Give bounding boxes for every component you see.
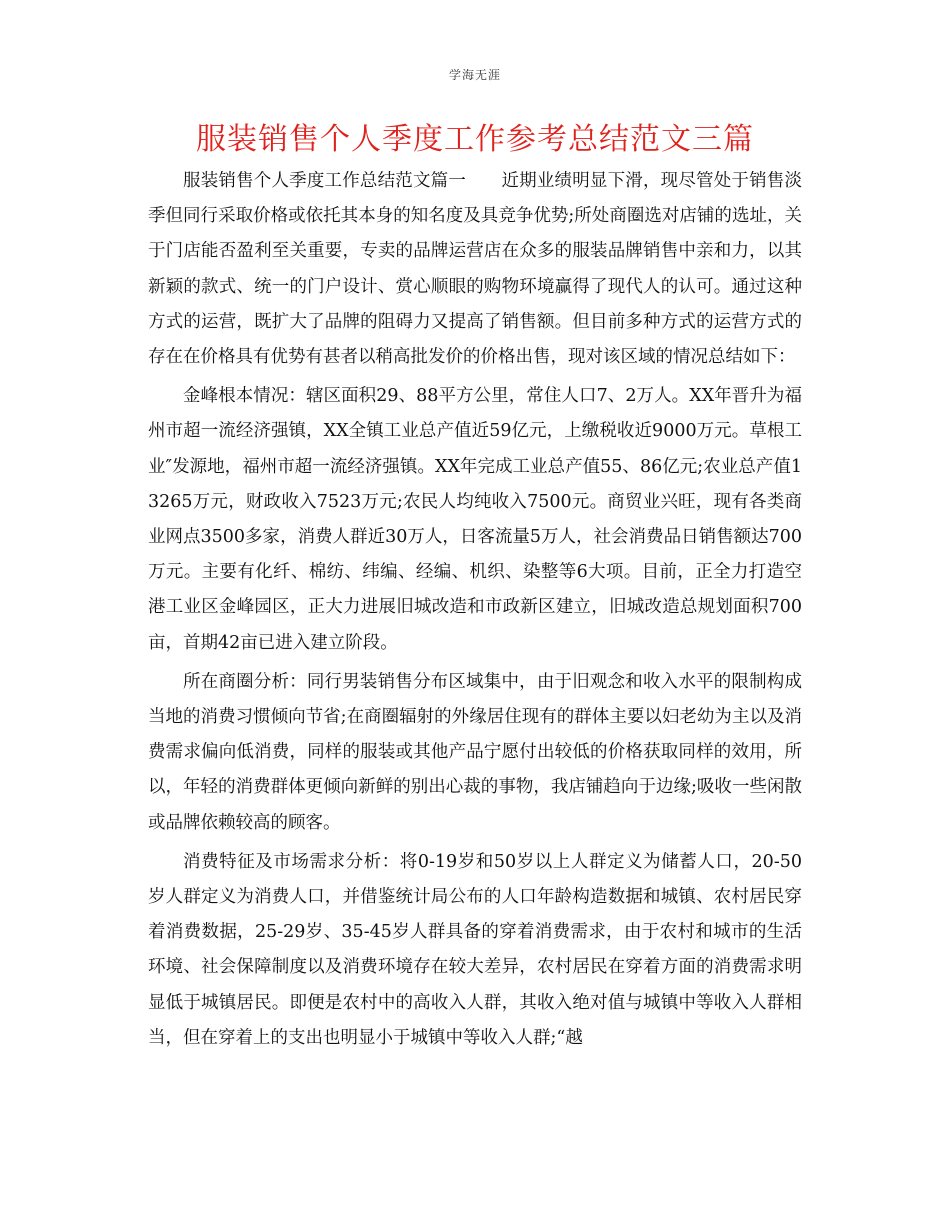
paragraph-2: 金峰根本情况：辖区面积29、88平方公里，常住人口7、2万人。XX年晋升为福州市超一流经济强镇，XX全镇工业总产值近59亿元，上缴税收近9000万元。草根工业″发源地，福州市超一流经济强镇。XX年完成工业总产值55、86亿元;农业总产值13265万元，财政收入7523万元;农民人均纯收入7500元。商贸业兴旺，现有各类商业网点3500多家，消费人群近30万人，日客流量5万人，社会消费品日销售额达700万元。主要有化纤、棉纺、纬编、经编、机织、染整等6大项。目前，正全力打造空港工业区金峰园区，正大力进展旧城改造和市政新区建立，旧城改造总规划面积700亩，首期42亩已进入建立阶段。 [148, 386, 802, 653]
document-body [148, 164, 802, 1056]
page-header: 学海无涯 [448, 68, 501, 82]
document-title: 服装销售个人季度工作参考总结范文三篇 [196, 122, 754, 157]
paragraph-1: 服装销售个人季度工作总结范文篇一 近期业绩明显下滑，现尽管处于销售淡季但同行采取价格或依托其本身的知名度及具竞争优势;所处商圈选对店铺的选址，关于门店能否盈利至关重要，专卖的品牌运营店在众多的服装品牌销售中亲和力，以其新颖的款式、统一的门户设计、赏心顺眼的购物环境赢得了现代人的认可。通过这种方式的运营，既扩大了品牌的阻碍力又提高了销售额。但目前多种方式的运营方式的存在在价格具有优势有甚者以稍高批发价的价格出售，现对该区域的情况总结如下： [148, 171, 802, 368]
paragraph-4: 消费特征及市场需求分析：将0-19岁和50岁以上人群定义为储蓄人口，20-50岁人群定义为消费人口，并借鉴统计局公布的人口年龄构造数据和城镇、农村居民穿着消费数据，25-29岁、35-45岁人群具备的穿着消费需求，由于农村和城市的生活环境、社会保障制度以及消费环境存在较大差异，农村居民在穿着方面的消费需求明显低于城镇居民。即便是农村中的高收入人群，其收入绝对值与城镇中等收入人群相当，但在穿着上的支出也明显小于城镇中等收入人群;“越 [148, 851, 802, 1048]
paragraph-3: 所在商圈分析：同行男装销售分布区域集中，由于旧观念和收入水平的限制构成当地的消费习惯倾向节省;在商圈辐射的外缘居住现有的群体主要以妇老幼为主以及消费需求偏向低消费，同样的服装或其他产品宁愿付出较低的价格获取同样的效用，所以，年轻的消费群体更倾向新鲜的别出心裁的事物，我店铺趋向于边缘;吸收一些闲散或品牌依赖较高的顾客。 [148, 671, 802, 833]
